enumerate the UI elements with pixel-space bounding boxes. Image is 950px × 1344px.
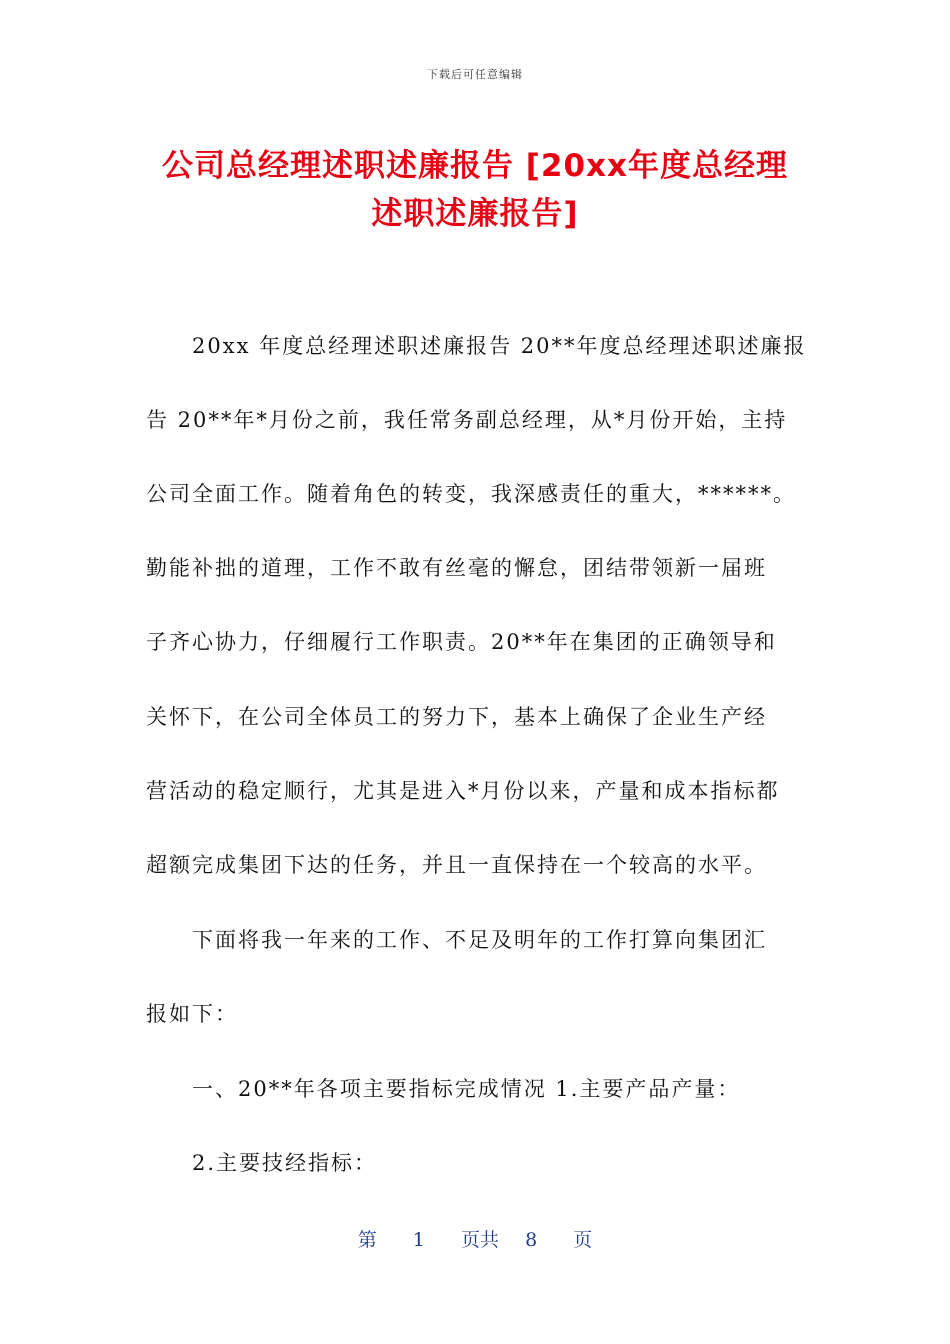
footer-middle: 页共: [460, 1229, 499, 1251]
footer-total-pages: 8: [525, 1229, 538, 1251]
header-note: 下载后可任意编辑: [427, 68, 523, 81]
title-line-1: 公司总经理述职述廉报告 [20xx年度总经理: [161, 148, 789, 184]
body-line: 20xx 年度总经理述职述廉报告 20**年度总经理述职述廉报: [192, 334, 807, 358]
body-line: 超额完成集团下达的任务，并且一直保持在一个较高的水平。: [146, 853, 767, 877]
footer-prefix: 第: [357, 1229, 377, 1251]
body-line: 下面将我一年来的工作、不足及明年的工作打算向集团汇: [192, 928, 767, 952]
body-line: 营活动的稳定顺行，尤其是进入*月份以来，产量和成本指标都: [146, 779, 780, 803]
page-footer: [0, 1225, 950, 1252]
body-line: 报如下：: [146, 1002, 238, 1026]
footer-page-number: 1: [412, 1229, 425, 1251]
body-line: 告 20**年*月份之前，我任常务副总经理，从*月份开始，主持: [146, 408, 788, 432]
body-line: 勤能补拙的道理，工作不敢有丝毫的懈怠，团结带领新一届班: [146, 556, 767, 580]
body-line: 2.主要技经指标：: [192, 1151, 378, 1175]
title-line-2: 述职述廉报告]: [371, 196, 579, 232]
document-title: [140, 142, 810, 238]
body-line: 关怀下，在公司全体员工的努力下，基本上确保了企业生产经: [146, 705, 767, 729]
footer-suffix: 页: [573, 1229, 593, 1251]
body-line: 子齐心协力，仔细履行工作职责。20**年在集团的正确领导和: [146, 630, 777, 654]
body-line: 公司全面工作。随着角色的转变，我深感责任的重大，******。: [146, 482, 796, 506]
body-line: 一、20**年各项主要指标完成情况 1.主要产品产量：: [192, 1077, 741, 1101]
